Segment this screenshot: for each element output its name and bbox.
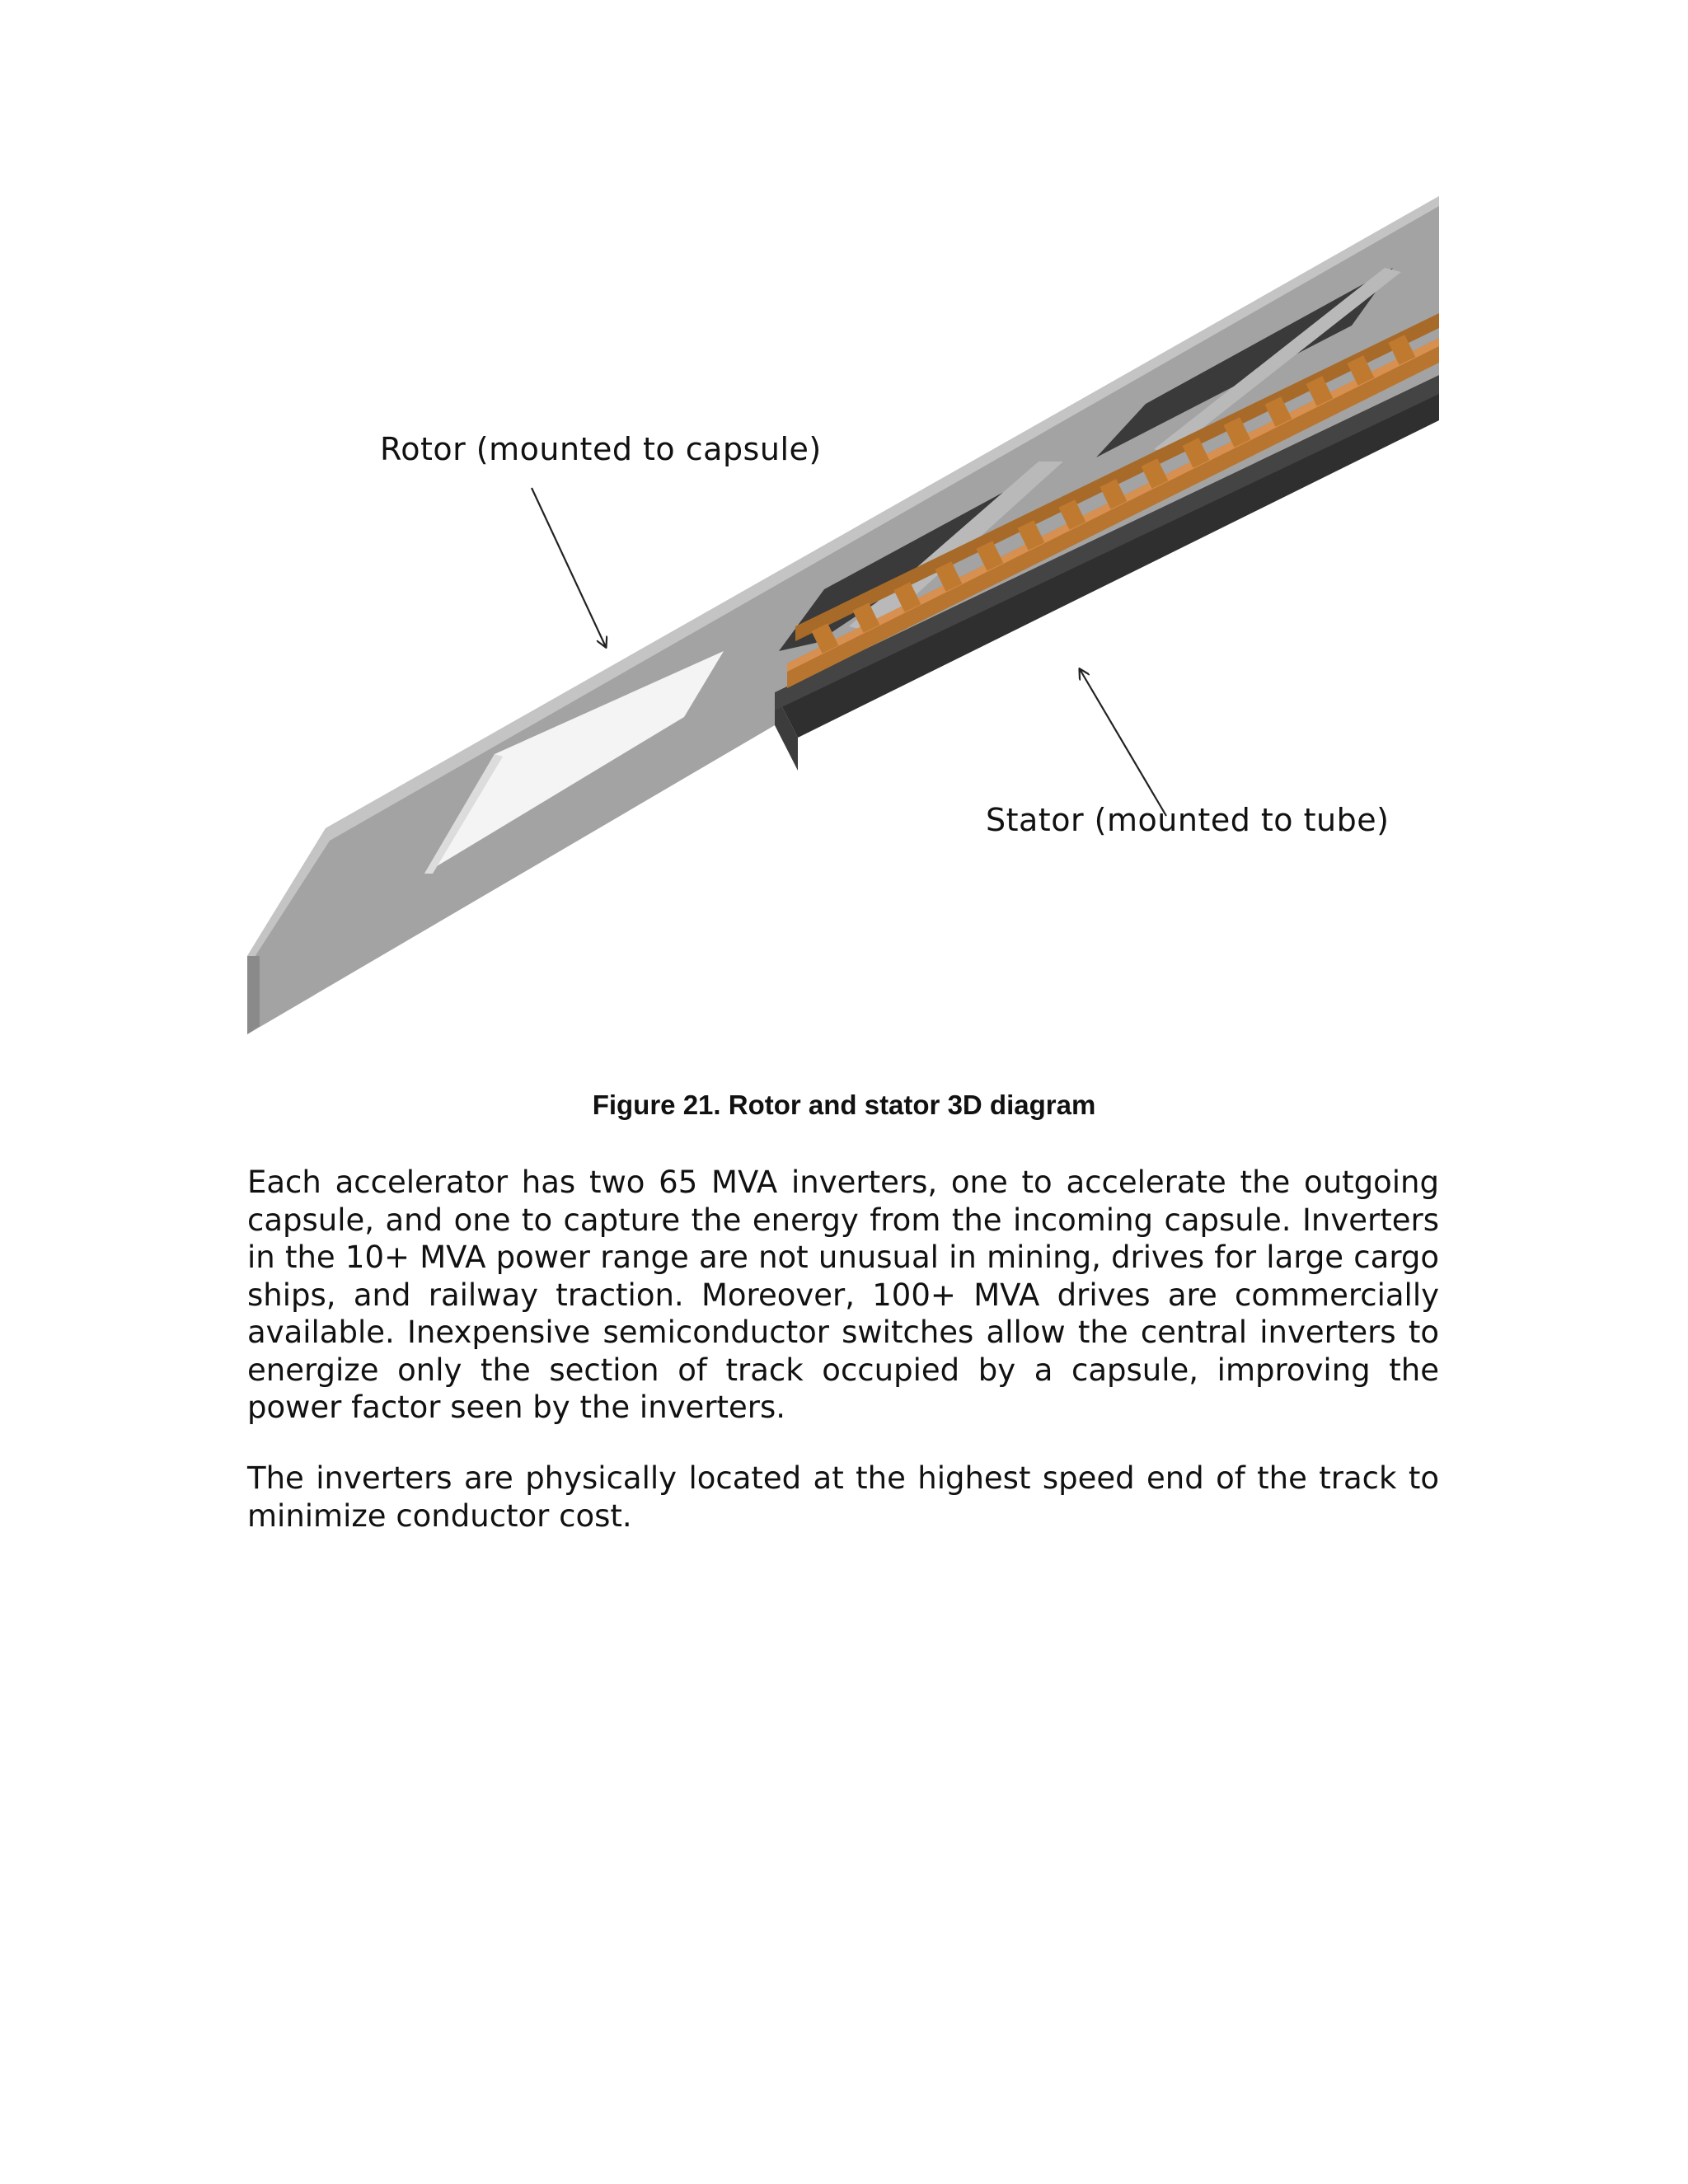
- stator-label: Stator (mounted to tube): [986, 802, 1390, 838]
- body-paragraph-1: Each accelerator has two 65 MVA inverters, one to accelerate the outgoing capsule, and one to capture the energy from the incoming capsule. Inverters in the 10+ MVA power range are not unusual in mining, drives for large cargo ships, and railway traction. Moreover, 100+ MVA drives are commercially available. Inexpensive semiconductor switches allow the central inverters to energize only the section of track occupied by a capsule, improving the power factor seen by the inverters.: [247, 1165, 1439, 1425]
- rotor-arrow: [532, 488, 606, 647]
- body-paragraph-2: The inverters are physically located at the highest speed end of the track to minimize conductor cost.: [247, 1460, 1439, 1534]
- figure-caption: Figure 21. Rotor and stator 3D diagram: [592, 1090, 1096, 1120]
- rotor-stator-diagram: [0, 0, 1688, 1071]
- rotor-label: Rotor (mounted to capsule): [380, 431, 822, 467]
- coil-row-upper: [795, 313, 1439, 641]
- stator-arrow: [1080, 669, 1166, 816]
